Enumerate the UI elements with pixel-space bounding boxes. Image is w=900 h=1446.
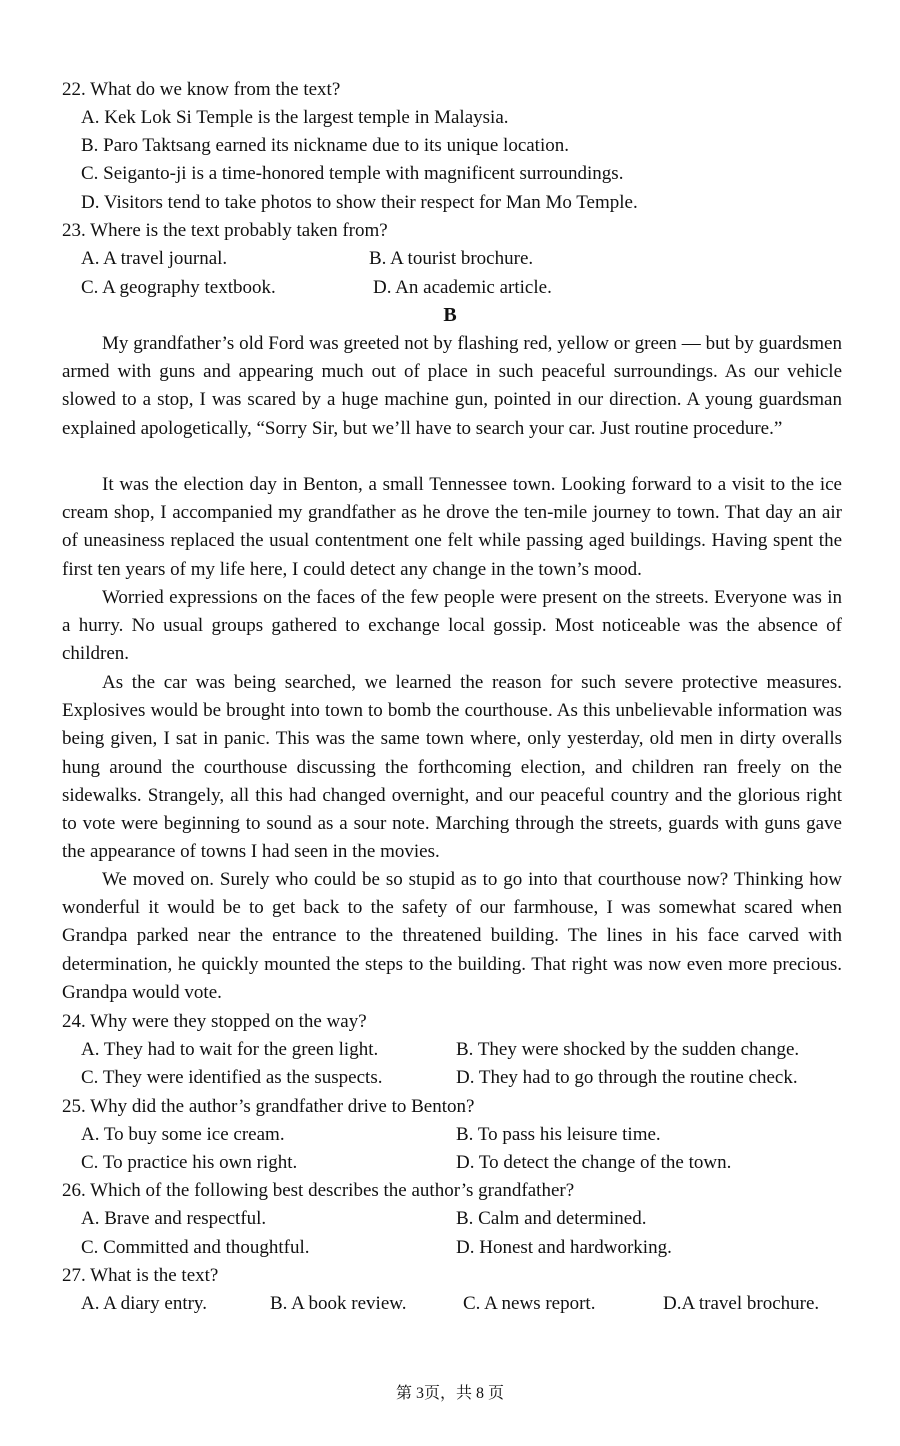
question-24-option-b: B. They were shocked by the sudden change. <box>456 1039 800 1060</box>
question-27-option-c: C. A news report. <box>463 1293 596 1314</box>
question-22-option-c: C. Seiganto-ji is a time-honored temple with magnificent surroundings. <box>81 163 624 184</box>
question-26-option-b: B. Calm and determined. <box>456 1208 647 1229</box>
passage-paragraph-5: We moved on. Surely who could be so stupid as to go into that courthouse now? Thinking how wonderful it would be to get back to the safety of our farmhouse, I was somewhat scared when Grandpa parked near the entrance to the threatened building. The lines in his face carved with determination, he quickly mounted the steps to the building. That right was now even more precious. Grandpa would vote. <box>62 869 842 1003</box>
section-b-title: B <box>443 304 457 326</box>
passage-paragraph-1: My grandfather’s old Ford was greeted not by flashing red, yellow or green — but by guardsmen armed with guns and appearing much out of place in such peaceful surroundings. As our vehicle slowed to a stop, I was scared by a huge machine gun, pointed in our direction. A young guardsman explained apologetically, “Sorry Sir, but we’ll have to search your car. Just routine procedure.” <box>62 333 842 439</box>
question-26-option-d: D. Honest and hardworking. <box>456 1237 672 1258</box>
page-number-footer: 第 3页，共 8 页 <box>395 1385 504 1402</box>
question-24-option-a: A. They had to wait for the green light. <box>81 1039 379 1060</box>
question-27-option-d: D.A travel brochure. <box>663 1293 820 1314</box>
question-23-option-b: B. A tourist brochure. <box>369 248 534 269</box>
question-27-option-a: A. A diary entry. <box>81 1293 207 1314</box>
question-27-stem: 27. What is the text? <box>62 1265 219 1286</box>
question-23-option-a: A. A travel journal. <box>81 248 228 269</box>
passage-paragraph-2: It was the election day in Benton, a small Tennessee town. Looking forward to a visit to the ice cream shop, I accompanied my grandfather as he drove the ten-mile journey to town. That day an air of uneasiness replaced the usual contentment one felt while passing aged buildings. Having spent the first ten years of my life here, I could detect any change in the town’s mood. <box>62 474 842 580</box>
question-24-option-d: D. They had to go through the routine check. <box>456 1067 798 1088</box>
question-22-stem: 22. What do we know from the text? <box>62 79 341 100</box>
question-26-option-a: A. Brave and respectful. <box>81 1208 267 1229</box>
passage-paragraph-3: Worried expressions on the faces of the few people were present on the streets. Everyone was in a hurry. No usual groups gathered to exchange local gossip. Most noticeable was the absence of children. <box>62 587 842 665</box>
question-25-option-b: B. To pass his leisure time. <box>456 1124 661 1145</box>
question-24-stem: 24. Why were they stopped on the way? <box>62 1011 367 1032</box>
question-22-option-b: B. Paro Taktsang earned its nickname due to its unique location. <box>81 135 569 156</box>
question-25-option-c: C. To practice his own right. <box>81 1152 298 1173</box>
question-24-option-c: C. They were identified as the suspects. <box>81 1067 383 1088</box>
passage-paragraph-4: As the car was being searched, we learned the reason for such severe protective measures. Explosives would be brought into town to bomb the courthouse. As this unbelievable information was being given, I sat in panic. This was the same town where, only yesterday, old men in dirty overalls hung around the courthouse discussing the forthcoming election, and children ran freely on the sidewalks. Strangely, all this had changed overnight, and our peaceful country and the glorious right to vote were beginning to sound as a sour note. Marching through the streets, guards with guns gave the appearance of towns I had seen in the movies. <box>62 672 842 863</box>
question-25-option-a: A. To buy some ice cream. <box>81 1124 285 1145</box>
question-25-option-d: D. To detect the change of the town. <box>456 1152 732 1173</box>
question-23-option-c: C. A geography textbook. <box>81 277 276 298</box>
question-23-option-d: D. An academic article. <box>373 277 552 298</box>
question-26-option-c: C. Committed and thoughtful. <box>81 1237 310 1258</box>
question-23-stem: 23. Where is the text probably taken from? <box>62 220 388 241</box>
question-22-option-d: D. Visitors tend to take photos to show their respect for Man Mo Temple. <box>81 192 638 213</box>
question-22-option-a: A. Kek Lok Si Temple is the largest temple in Malaysia. <box>81 107 509 128</box>
question-25-stem: 25. Why did the author’s grandfather drive to Benton? <box>62 1096 475 1117</box>
question-27-option-b: B. A book review. <box>270 1293 407 1314</box>
question-26-stem: 26. Which of the following best describes the author’s grandfather? <box>62 1180 575 1201</box>
